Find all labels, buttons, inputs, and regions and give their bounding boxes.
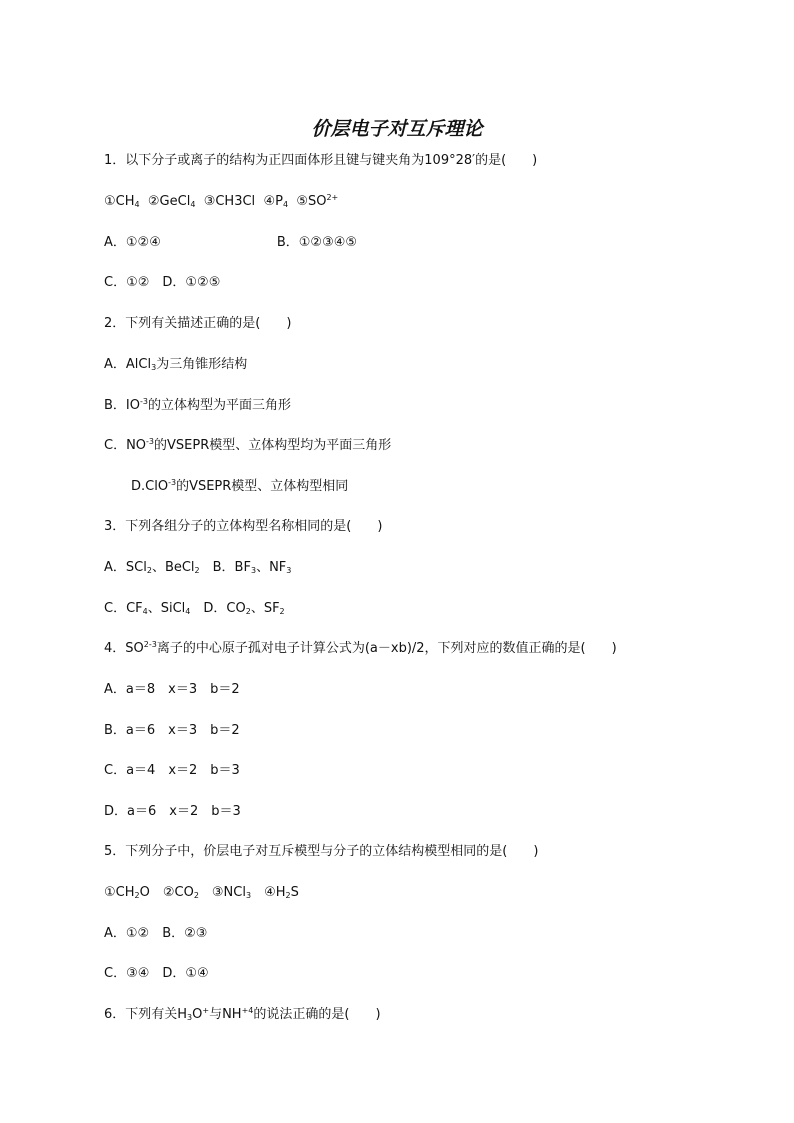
option-a: A．①②④ [104,235,161,250]
question-2-option-a: A．AlCl$_3$为三角锥形结构 [104,357,248,372]
question-3-stem: 3．下列各组分子的立体构型名称相同的是( ) [104,519,383,534]
question-1-options-ab [104,234,357,252]
question-1-stem: 1．以下分子或离子的结构为正四面体形且键与键夹角为109°28′的是( ) [104,153,538,168]
question-2-stem: 2．下列有关描述正确的是( ) [104,316,292,331]
question-5-options-cd: C．③④ D．①④ [104,966,209,981]
question-4-option-c: C．a＝4 x＝2 b＝3 [104,763,240,778]
question-1-items: $①CH_4$ ②GeCl$_4$ ③CH3Cl $④P_4$ $⑤SO^{2+}$ [104,193,339,209]
question-5-items: $①CH_2O$ $②CO_2$ ③NCl$_3$ $④H_2S$ [104,885,299,900]
question-6-stem: 6．下列有关$H_3O^+$与$NH^{+4}$的说法正确的是( ) [104,1006,381,1022]
question-2-option-b: B．$IO^{-3}$的立体构型为平面三角形 [104,397,291,413]
question-5-stem: 5．下列分子中，价层电子对互斥模型与分子的立体结构模型相同的是( ) [104,844,539,859]
question-4-stem: 4．SO$^{2-3}$离子的中心原子孤对电子计算公式为(a－xb)/2，下列对应的数值正确的是( ) [104,640,617,656]
question-5-options-ab: A．①② B．②③ [104,926,208,941]
question-3-options-ab: A．SCl$_2$、BeCl$_2$ B．$BF_3$、$NF_3$ [104,560,292,575]
question-4-option-b: B．a＝6 x＝3 b＝2 [104,723,240,738]
question-3-options-cd: C．$CF_4$、SiCl$_4$ D．$CO_2$、$SF_2$ [104,601,285,616]
question-2-option-d: D.ClO$^{-3}$的VSEPR模型、立体构型相同 [131,478,349,494]
question-2-option-c: C．$NO^{-3}$的VSEPR模型、立体构型均为平面三角形 [104,437,392,453]
question-1-options-cd: C．①② D．①②⑤ [104,275,221,290]
question-4-option-a: A．a＝8 x＝3 b＝2 [104,682,240,697]
page-title: 价层电子对互斥理论 [311,118,483,140]
option-b: B．①②③④⑤ [276,235,358,250]
question-4-option-d: D．a＝6 x＝2 b＝3 [104,804,241,819]
